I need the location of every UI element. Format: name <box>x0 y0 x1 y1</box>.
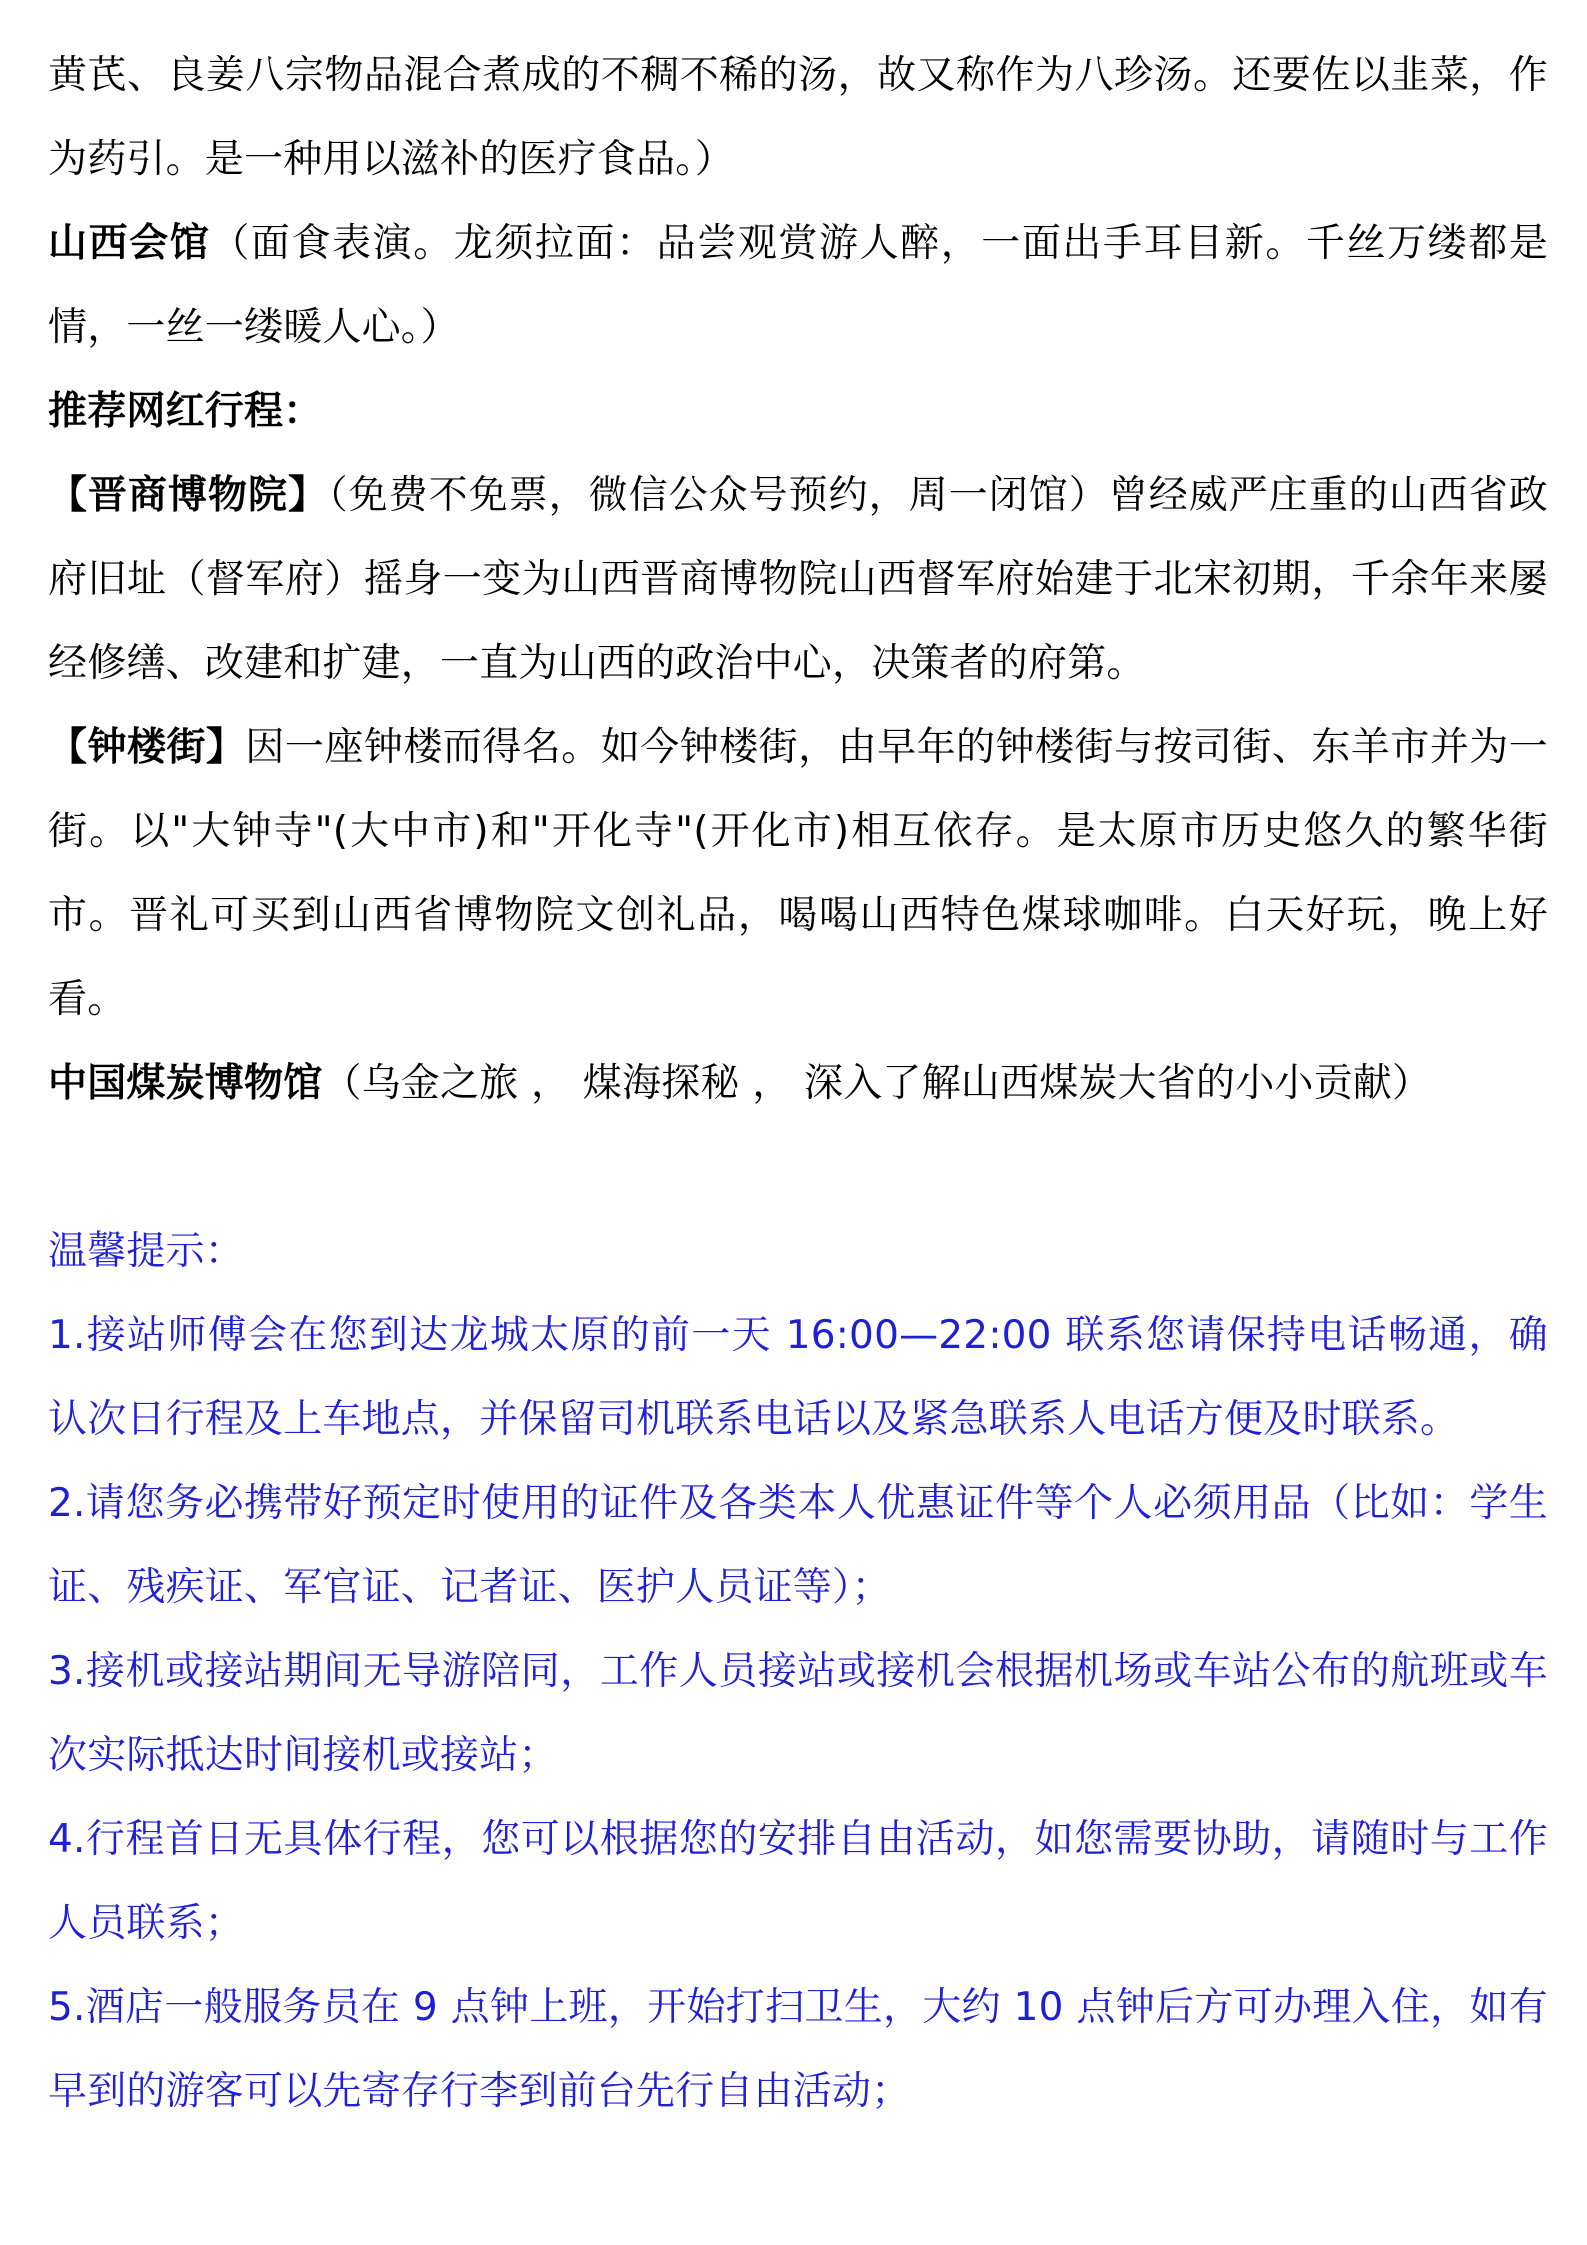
zhonglou-street-title: 【钟楼街】 <box>48 725 246 770</box>
shanxi-huiguan-paragraph <box>48 202 1548 370</box>
coal-museum-title: 中国煤炭博物馆 <box>48 1061 323 1106</box>
recommend-heading: 推荐网红行程： <box>48 389 323 434</box>
coal-museum-text: （乌金之旅 ， 煤海探秘 ， 深入了解山西煤炭大省的小小贡献） <box>322 1061 1432 1106</box>
jinshang-museum-title: 【晋商博物院】 <box>48 473 329 518</box>
document-page <box>48 34 1548 2134</box>
tip-item-2: 2.请您务必携带好预定时使用的证件及各类本人优惠证件等个人必须用品（比如：学生证、残疾证、军官证、记者证、医护人员证等）； <box>48 1481 1548 1610</box>
shanxi-huiguan-title: 山西会馆 <box>48 221 211 266</box>
jinshang-museum-text: （免费不免票，微信公众号预约，周一闭馆）曾经威严庄重的山西省政府旧址（督军府）摇身一变为山西晋商博物院山西督军府始建于北宋初期，千余年来屡经修缮、改建和扩建，一直为山西的政治中心，决策者的府第。 <box>48 473 1548 686</box>
tip-item-4: 4.行程首日无具体行程，您可以根据您的安排自由活动，如您需要协助，请随时与工作人员联系； <box>48 1817 1548 1946</box>
spacer <box>48 1126 1548 1210</box>
zhonglou-street-text: 因一座钟楼而得名。如今钟楼街，由早年的钟楼街与按司街、东羊市并为一街。以"大钟寺"(大中市)和"开化寺"(开化市)相互依存。是太原市历史悠久的繁华街市。晋礼可买到山西省博物院文创礼品，喝喝山西特色煤球咖啡。白天好玩，晚上好看。 <box>48 725 1548 1022</box>
tip-item-5: 5.酒店一般服务员在 9 点钟上班，开始打扫卫生，大约 10 点钟后方可办理入住，如有早到的游客可以先寄存行李到前台先行自由活动； <box>48 1985 1548 2114</box>
tips-heading: 温馨提示： <box>48 1229 245 1274</box>
coal-museum-paragraph <box>48 1042 1548 1126</box>
tip-item-3: 3.接机或接站期间无导游陪同，工作人员接站或接机会根据机场或车站公布的航班或车次实际抵达时间接机或接站； <box>48 1649 1548 1778</box>
intro-text: 黄芪、良姜八宗物品混合煮成的不稠不稀的汤，故又称作为八珍汤。还要佐以韭菜，作为药引。是一种用以滋补的医疗食品。） <box>48 53 1548 182</box>
shanxi-huiguan-text: （面食表演。龙须拉面：品尝观赏游人醉，一面出手耳目新。千丝万缕都是情，一丝一缕暖人心。） <box>48 221 1548 350</box>
zhonglou-street-paragraph <box>48 706 1548 1042</box>
jinshang-museum-paragraph <box>48 454 1548 706</box>
intro-paragraph <box>48 34 1548 202</box>
tip-item-1: 1.接站师傅会在您到达龙城太原的前一天 16:00—22:00 联系您请保持电话畅通，确认次日行程及上车地点，并保留司机联系电话以及紧急联系人电话方便及时联系。 <box>48 1313 1548 1442</box>
